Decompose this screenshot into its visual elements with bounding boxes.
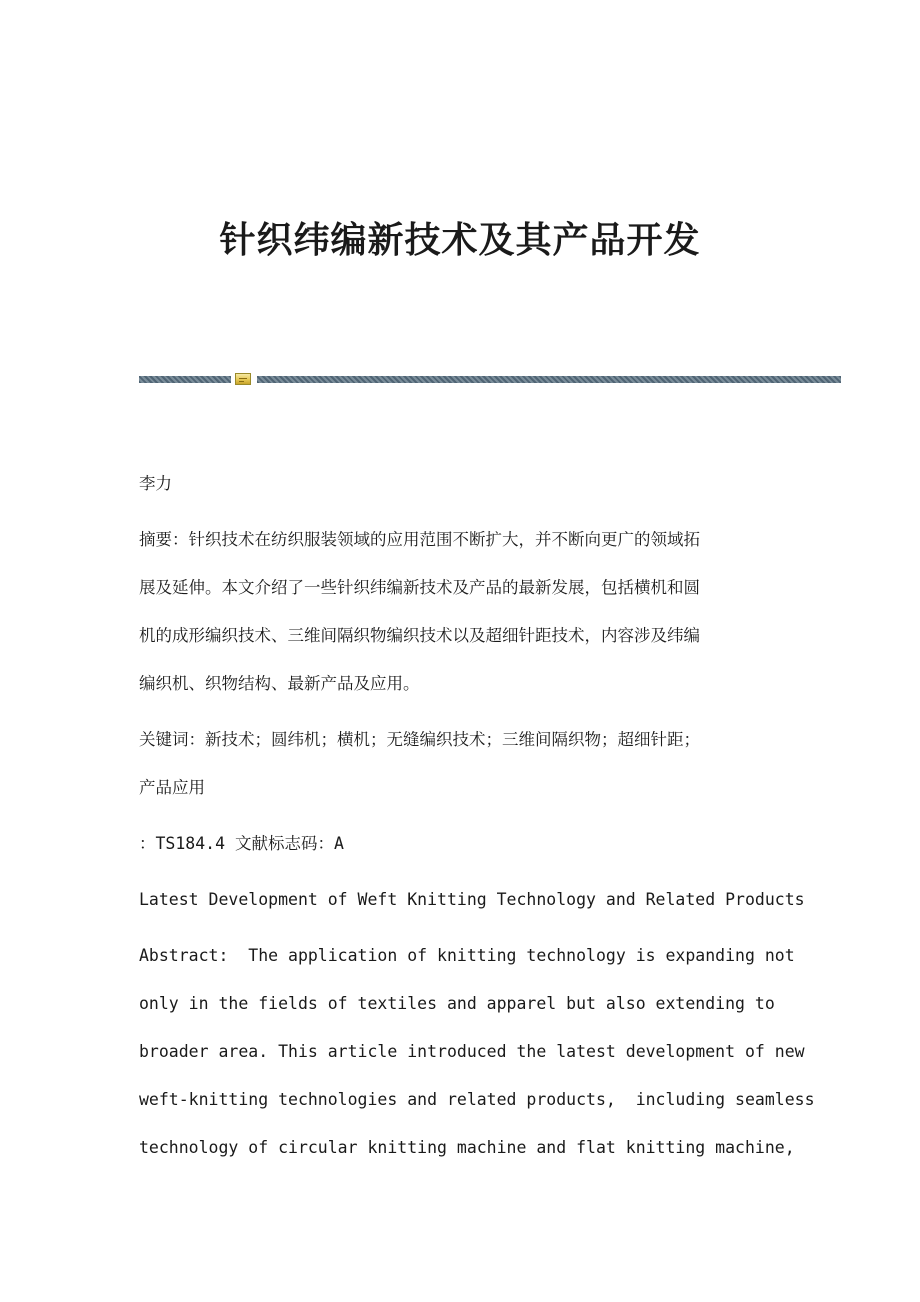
abstract-en-line: weft-knitting technologies and related products, including seamless xyxy=(139,1090,815,1109)
keywords-cn-line: 关键词：新技术；圆纬机；横机；无缝编织技术；三维间隔织物；超细针距； xyxy=(139,730,700,749)
divider-bar-right xyxy=(257,376,841,383)
divider-emblem-icon xyxy=(235,373,251,385)
keywords-cn-line: 产品应用 xyxy=(139,778,205,797)
abstract-en-line: technology of circular knitting machine and flat knitting machine, xyxy=(139,1138,795,1157)
english-title: Latest Development of Weft Knitting Technology and Related Products xyxy=(139,890,805,909)
title-divider xyxy=(139,373,841,385)
abstract-cn-line: 机的成形编织技术、三维间隔织物编织技术以及超细针距技术，内容涉及纬编 xyxy=(139,626,700,645)
abstract-cn-line: 编织机、织物结构、最新产品及应用。 xyxy=(139,674,420,693)
classification-code: ：TS184.4 文献标志码：A xyxy=(139,834,344,853)
abstract-cn-line: 摘要：针织技术在纺织服装领域的应用范围不断扩大，并不断向更广的领域拓 xyxy=(139,530,700,549)
abstract-en-line: broader area. This article introduced the latest development of new xyxy=(139,1042,805,1061)
abstract-cn-line: 展及延伸。本文介绍了一些针织纬编新技术及产品的最新发展，包括横机和圆 xyxy=(139,578,700,597)
author-name: 李力 xyxy=(139,474,172,493)
divider-bar-left xyxy=(139,376,231,383)
document-title: 针织纬编新技术及其产品开发 xyxy=(219,219,701,261)
abstract-en-line: Abstract: The application of knitting technology is expanding not xyxy=(139,946,795,965)
abstract-en-line: only in the fields of textiles and apparel but also extending to xyxy=(139,994,775,1013)
